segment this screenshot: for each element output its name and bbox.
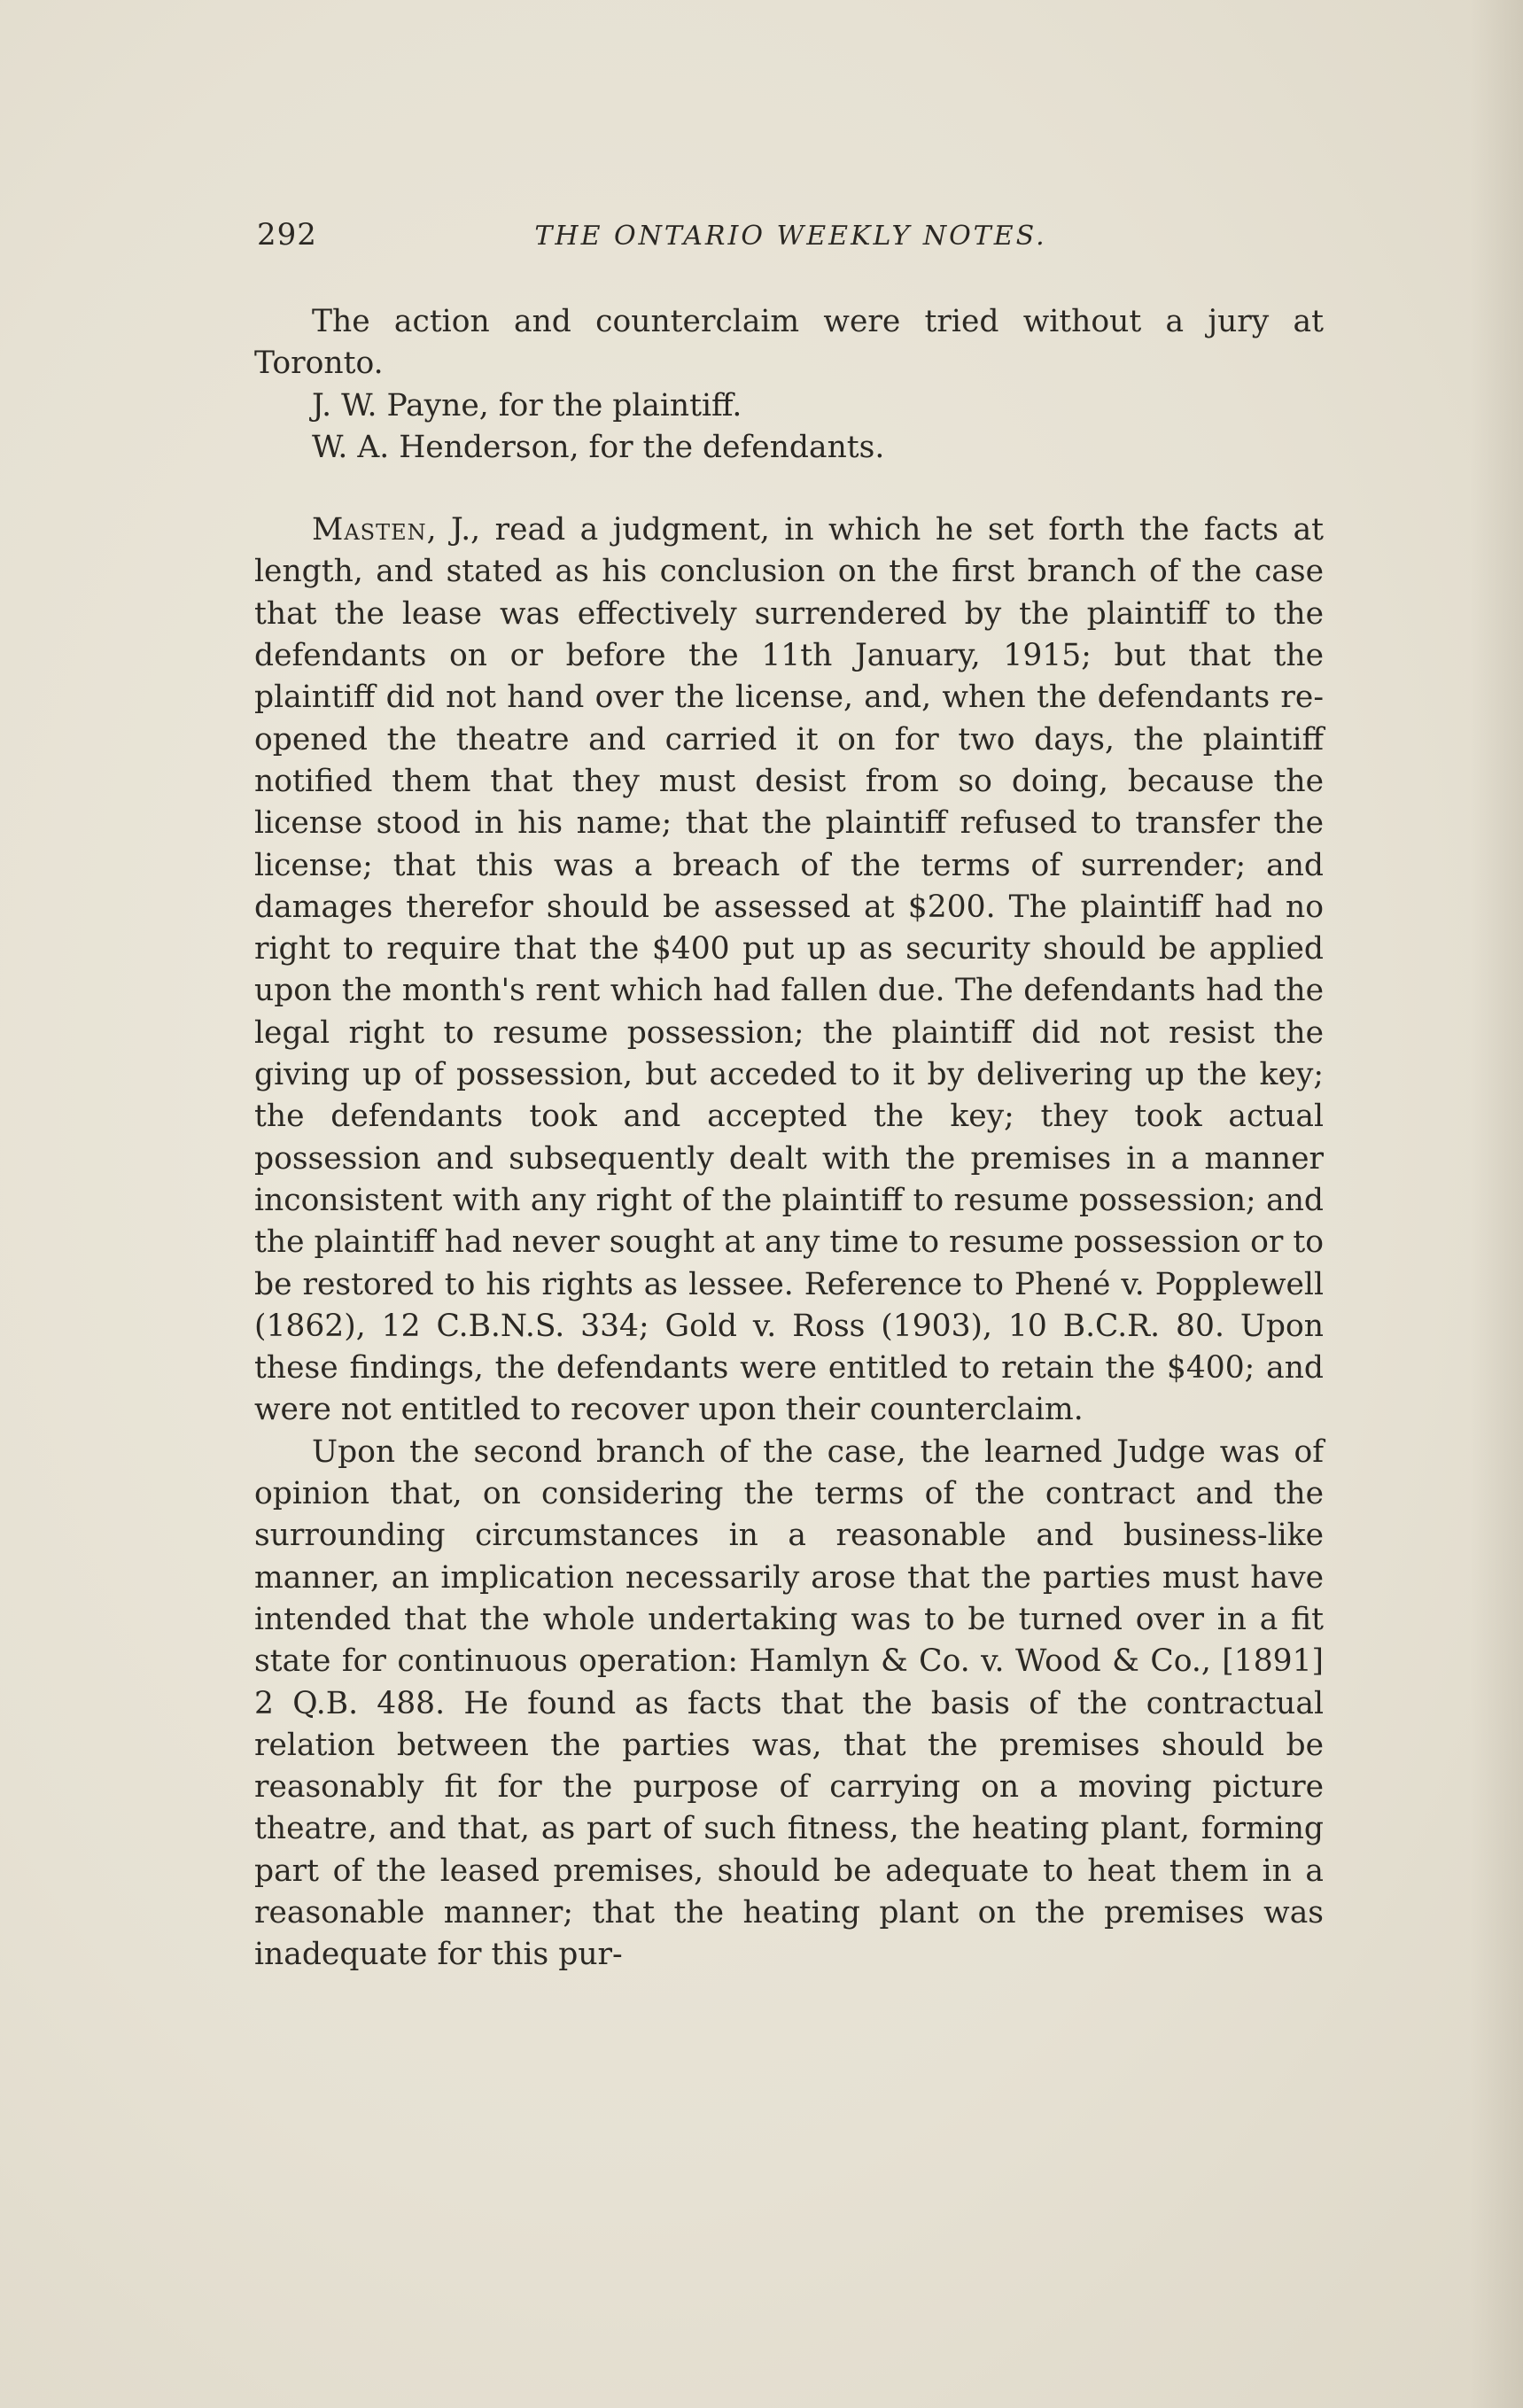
judgment-paragraph xyxy=(254,509,1324,1432)
counsel-defendants: W. A. Henderson, for the defendants. xyxy=(312,429,885,465)
page-edge-shadow xyxy=(1470,0,1523,2408)
intro-paragraph: The action and counterclaim were tried without a jury at Toronto. xyxy=(254,304,1324,382)
second-branch-paragraph: Upon the second branch of the case, the learned Judge was of opinion that, on considering the terms of the contract and the surrounding circumstances in a reasonable and business-like manner, an implication necessarily arose that the parties must have intended that the whole undertaking was to be turned over in a fit state for continuous operation: Hamlyn & Co. v. Wood & Co., [1891] 2 Q.B. 488. He found as facts that the basis of the contractual relation between the parties was, that the premises should be reasonably fit for the purpose of carrying on a moving picture theatre, and that, as part of such fitness, the heating plant, forming part of the leased premises, should be adequate to heat them in a reasonable manner; that the heating plant on the premises was inadequate for this pur- xyxy=(254,1433,1324,1973)
judgment-text: , J., read a judgment, in which he set forth the facts at length, and stated as his conclusion on the first branch of the case that the lease was effectively surrendered by the plaintiff to the defendants on or before the 11th January, 1915; but that the plaintiff did not hand over the license, and, when the defendants re-opened the theatre and carried it on for two days, the plaintiff notified them that they must desist from so doing, because the license stood in his name; that the plaintiff refused to transfer the license; that this was a breach of the terms of surrender; and damages therefor should be assessed at $200. The plaintiff had no right to require that the $400 put up as security should be applied upon the month's rent which had fallen due. The defendants had the legal right to resume possession; the plaintiff did not resist the giving up of possession, but acceded to it by delivering up the key; the defendants took and accepted the key; they took actual possession and subsequently dealt with the premises in a manner inconsistent with any right of the plaintiff to resume possession; and the plaintiff had never sought at any time to resume possession or to be restored to his rights as lessee. Reference to Phené v. Popplewell (1862), 12 C.B.N.S. 334; Gold v. Ross (1903), 10 B.C.R. 80. Upon these findings, the defendants were entitled to retain the $400; and were not entitled to recover upon their counterclaim. xyxy=(254,512,1324,1428)
running-title: THE ONTARIO WEEKLY NOTES. xyxy=(534,221,1047,252)
page-number: 292 xyxy=(257,217,317,252)
body-text xyxy=(254,301,1324,1977)
counsel-plaintiff: J. W. Payne, for the plaintiff. xyxy=(312,387,742,423)
judge-name: Masten xyxy=(312,512,427,548)
page-header xyxy=(257,217,1325,261)
